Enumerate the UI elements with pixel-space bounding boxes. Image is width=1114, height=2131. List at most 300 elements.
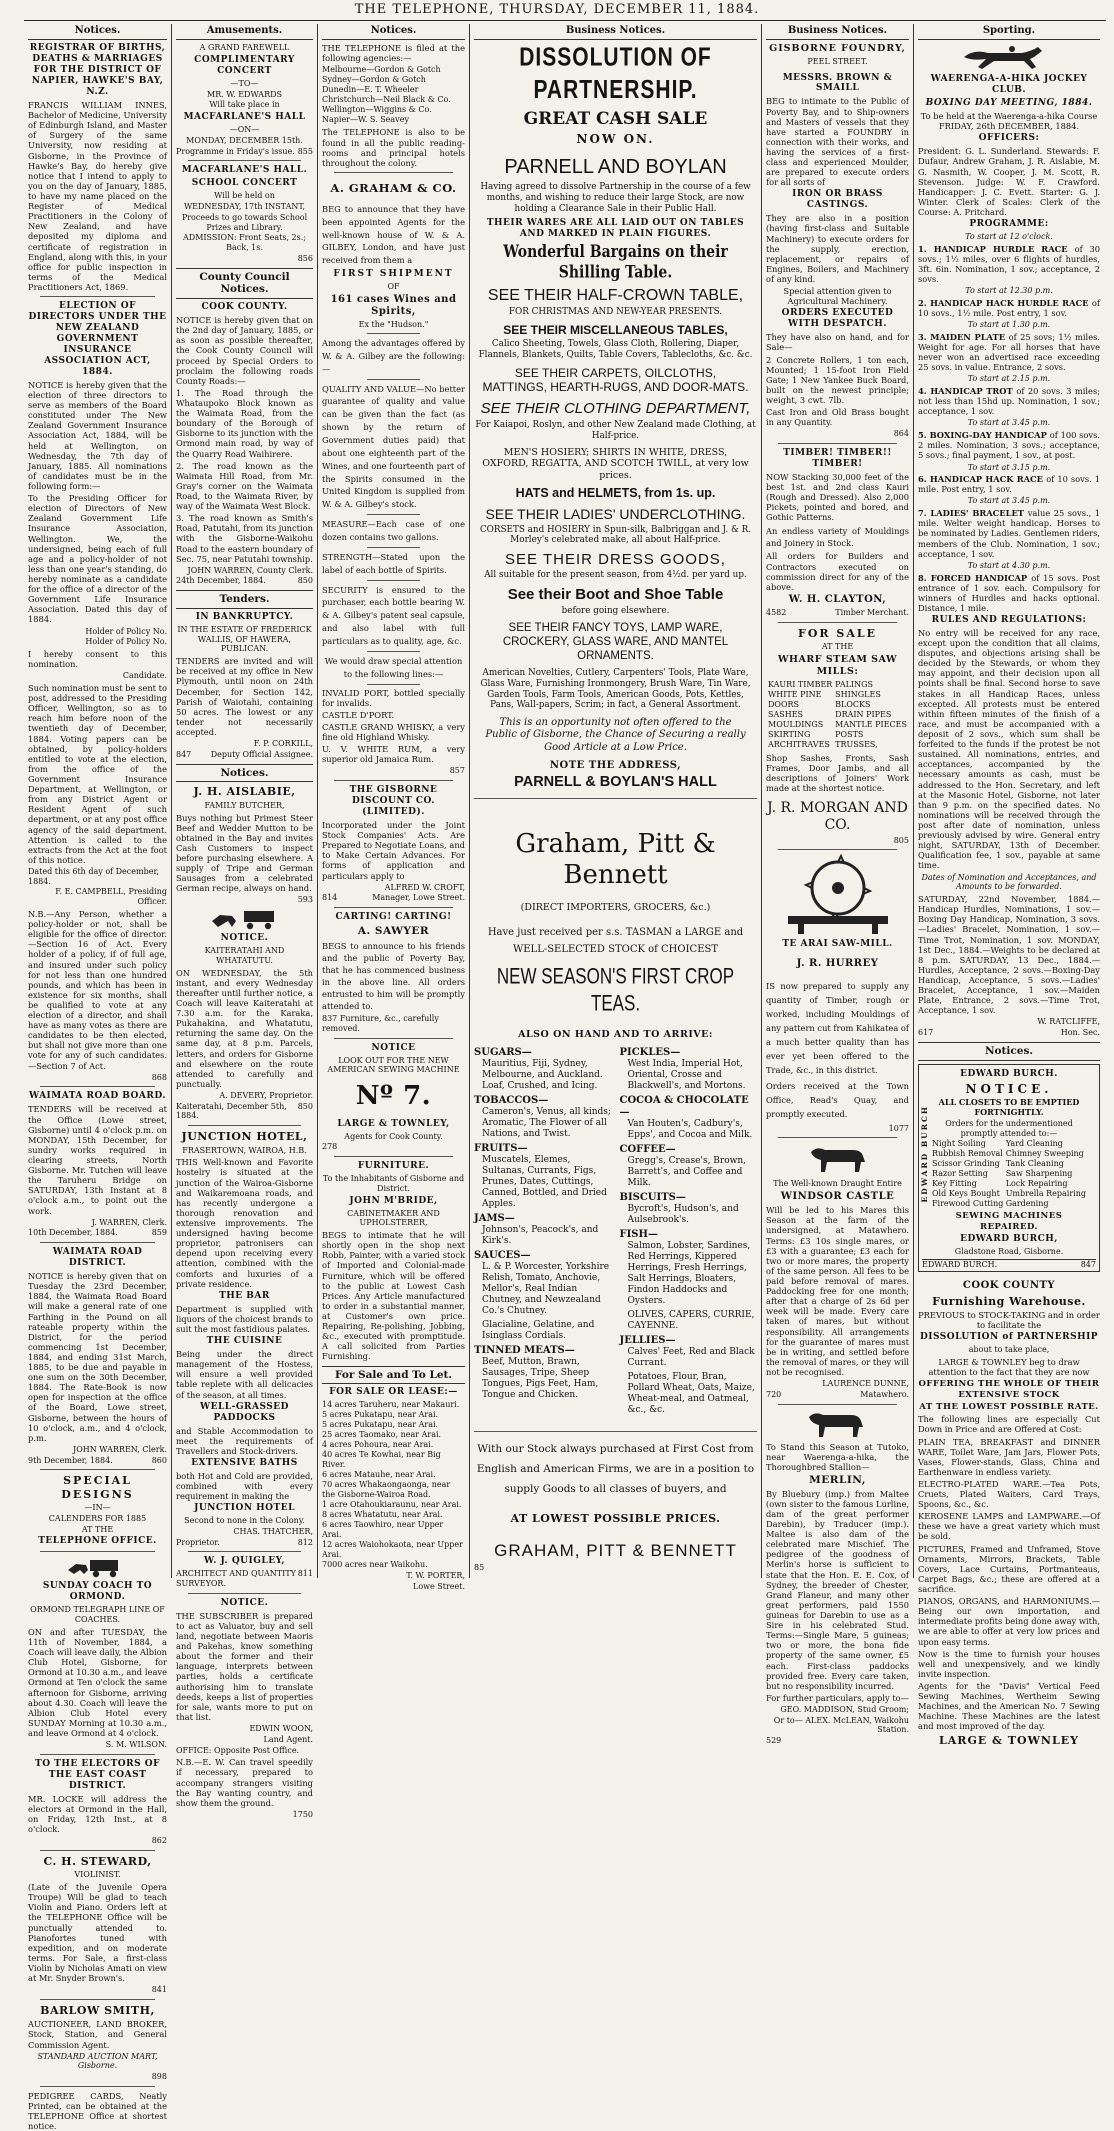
timber-product: SKIRTING (768, 730, 811, 740)
wares-laid-out: THEIR WARES ARE ALL LAID OUT ON TABLES AND MARKED IN PLAIN FIGURES. (486, 218, 745, 240)
ad-number: 814 (322, 893, 338, 903)
electors-heading: TO THE ELECTORS OF THE EAST COAST DISTRICT. (35, 1758, 160, 1791)
race-start: To start at 1.30 p.m. (967, 320, 1051, 330)
for-sale-items: 2 Concrete Rollers, 1 ton each, Mounted; 1 15-foot Iron Field Gate; 1 New Yankee Buck Board, built on the newest principle; weight, 3 cwt. 7lb. (766, 354, 909, 405)
goods-heading: COFFEE— (619, 1144, 676, 1156)
lease-item: 6 acres Matauhe, near Arai. (322, 1470, 436, 1480)
furniture-body: BEGS to intimate that he will shortly open in the shop next Robb, Painter, with a varied stock of Imported and Colonial-made Furniture, which will be offered to the public at Lowest Cash Prices. Any Article manufactured to order in a substantial manner, at Customer's own price. Repairing, Re-polishing, Jobbing, &c., executed with promptitude. A call solicited from Parties Furnishing. (322, 1230, 465, 1362)
signature-title: Timber Merchant. (835, 608, 909, 618)
ad-number: 868 (151, 1072, 167, 1082)
goods-text: Van Houten's, Cadbury's, Epps', and Cocoa and Milk. (627, 1119, 753, 1141)
electors-body: MR. LOCKE will address the electors at Ormond in the Hall, on Friday, 12th Inst., at 8 o'clock. (28, 1793, 167, 1835)
direct-importers: (DIRECT IMPORTERS, GROCERS, &c.) (520, 902, 711, 914)
tea-ware: PLAIN TEA, BREAKFAST and DINNER WARE, Toilet Ware, Jam Jars, Flower Pots, Vases, Flower-stands, Glass, China and Earthenware in endless variety. (918, 1436, 1100, 1477)
burch-service: Key Fitting (932, 1179, 977, 1189)
signature-title: Manager, Lowe Street. (372, 893, 465, 903)
race-start: To start at 4.30 p.m. (967, 560, 1051, 570)
race-entry (918, 430, 1100, 460)
race-terms: of 20 sovs. 3 miles; not less than 15hd up. Nomination, 1 sov.; acceptance, 1 sov. (918, 386, 1101, 417)
timber-product: KAURI TIMBER (768, 680, 833, 690)
section-heading: For Sale and To Let. (322, 1366, 465, 1385)
officers-heading: OFFICERS: (978, 133, 1040, 144)
strength: STRENGTH—Stated upon the label of each bottle of Spirits. (322, 551, 465, 575)
meeting-date: To be held at the Waerenga-a-hika Course FRIDAY, 26th DECEMBER, 1884. (920, 111, 1098, 132)
timber-product: ARCHITRAVES (768, 740, 830, 750)
registrar-body: FRANCIS WILLIAM INNES, Bachelor of Medicine, University of Edinburgh Island, and Master of Surgery of the same University, now residing at Gisborne, in the Province of Hawke's Bay, do hereby give notice that I intend to apply to you on the day of January, 1885, to have my name placed on the Register of Medical Practitioners in the Colony of New Zealand, and have deposited my diploma and certificate of registration in England, along with this, in your office for public inspection in terms of the Medical Practitioners Act, 1869. (28, 100, 167, 292)
burch-top: EDWARD BURCH. (960, 1068, 1058, 1079)
goods-text: Bycroft's, Hudson's, and Aulsebrook's. (627, 1204, 739, 1226)
agency-item: Wellington—Wiggins & Co. (322, 105, 432, 115)
goods-item (620, 1192, 758, 1226)
ad-number: 529 (766, 1736, 782, 1746)
column-notices-1 (24, 24, 172, 2131)
goods-item (620, 1229, 758, 1307)
hats-helmets: HATS and HELMETS, from 1s. up. (515, 486, 716, 501)
goods-item (620, 1144, 758, 1189)
divider (40, 296, 155, 297)
burch-box (918, 1064, 1100, 1273)
divider (188, 160, 301, 161)
foundry-agri: Special attention given to Agricultural Machinery. (783, 286, 892, 307)
hurrey-body: IS now prepared to supply any quantity of Timber, rough or worked, including Mouldings of any pattern cut from Kahikatea of a much better quality than has ever yet been offered to the Trade, &c., in this district. (766, 980, 909, 1076)
kerosene-lamps: KEROSENE LAMPS and LAMPWARE.—Of these we have a great variety which must be sold. (918, 1511, 1100, 1542)
lease-item: 1 acre Otahoukiaraunu, near Arai. (322, 1500, 462, 1510)
goods-column-left (474, 1047, 612, 1420)
holder-line: Holder of Policy No. (85, 626, 167, 636)
junction-hotel-name: JUNCTION HOTEL (194, 1503, 295, 1514)
cut-down: The following lines are especially Cut Down in Price and are Offered at Cost: (918, 1414, 1100, 1435)
ad-number: 4582 (766, 608, 787, 618)
lowest-rate: AT THE LOWEST POSSIBLE RATE. (919, 1401, 1099, 1412)
race-start: To start at 3.45 p.m. (967, 418, 1051, 428)
race-name: 7. LADIES' BRACELET (918, 508, 1028, 519)
election-heading: ELECTION OF DIRECTORS UNDER THE NEW ZEALAND GOVERNMENT INSURANCE ASSOCIATION ACT, 1884. (28, 301, 167, 377)
divider (367, 333, 420, 334)
race-terms: of 30 sovs.; 1½ miles, over 6 flights of hurdles, 3ft. 6in. Nomination, 1 sov.; acceptance, 2 sovs. (918, 243, 1100, 285)
furniture-name: JOHN M'BRIDE, (349, 1195, 438, 1206)
burch-name: EDWARD BURCH, (960, 1233, 1058, 1244)
county-item: 1. The Road through the Whataupoko Block known as the Waimata Road, from the boundary of the Borough of Gisborne to its junction with the Ormond main road, by way of the Quarry Road Waihirere. (176, 387, 313, 459)
boot-shoe-table: See their Boot and Shoe Table (507, 586, 724, 604)
column-business-2 (762, 24, 914, 1746)
auctioneer-heading: BARLOW SMITH, (40, 2003, 155, 2017)
also-on-hand: ALSO ON HAND AND TO ARRIVE: (518, 1029, 713, 1041)
furniture-trade: CABINETMAKER AND UPHOLSTERER, (347, 1208, 440, 1228)
miscellaneous-tables: SEE THEIR MISCELLANEOUS TABLES, (503, 322, 728, 337)
concert-line: MR. W. EDWARDS (207, 89, 282, 99)
baths-body: both Hot and Cold are provided, combined with every requirement in making the (176, 1470, 313, 1502)
timber-product: DRAIN PIPES (835, 710, 892, 720)
designs-at: AT THE (81, 1524, 114, 1534)
dated-line: 10th December, 1884. (28, 1228, 118, 1238)
shilling-table: Wonderful Bargains on their Shilling Table. (503, 242, 728, 283)
goods-list (474, 1047, 757, 1420)
lease-item: 12 acres Waiohokaota, near Upper Arai. (322, 1540, 463, 1560)
agency-item: Dunedin—E. T. Wheeler (322, 85, 419, 95)
election-body: NOTICE is hereby given that the election of three directors to serve as members of the Board constituted under The New Zealand Government Insurance Association Act, 1884, will be held at Wellington, on Wednesday, the 7th day of January, 1885. All nominations of candidates must be in the following form:— (28, 379, 167, 491)
timber-product: PALINGS (835, 680, 873, 690)
rules-body: No entry will be received for any race, except upon the condition that all claims, disputes, and objections arising shall be decided by the Stewards, or whom they may appoint, and their decision upon all points shall be final. Second horse to save stakes in all Handicap Races, unless excepted. All protests must be entered within fifteen minutes of the finish of a race, and must be accompanied with a deposit of 2 sovs., which sum shall be forfeited to the funds if the protest be not sustained. All nominations, entries, and acceptances, accompanied by the necessary amounts as cash, must be addressed to the Hon. Secretary, and left at the Masonic Hotel, Gisborne, not later than 9 p.m. on the specified dates. No nominations will be received through the post after date of nomination, unless previously advised by wire. General entry night, SATURDAY, 13th of December. Qualification fee, 1 sov., payable at same time. (918, 627, 1100, 871)
masthead-rule (24, 20, 1106, 21)
goods-item (620, 1095, 758, 1141)
goods-item (474, 1345, 612, 1401)
goods-text: Beef, Mutton, Brawn, Sausages, Tripe, Sheep Tongues, Pigs Feet, Ham, Tongue and Chicken. (482, 1357, 599, 1401)
burch-service: Firewood Cutting (932, 1199, 1004, 1209)
county-item: 2. The road known as the Waimata Hill Road, from Mr. Gray's corner on the Waimata Road, to the Waimata River, by way of the Waimata West Block. (176, 460, 313, 512)
graham-heading: A. GRAHAM & CO. (330, 180, 457, 195)
bankruptcy-estate: IN THE ESTATE OF FREDERICK WALLIS, OF HAWERA, PUBLICAN. (177, 624, 312, 654)
despatch: ORDERS EXECUTED WITH DESPATCH. (781, 308, 894, 330)
concert-line: Will take place in (209, 100, 280, 110)
lease-item: 4 acres Pohoura, near Arai. (322, 1440, 434, 1450)
signature: LAURENCE DUNNE, (822, 1379, 909, 1389)
signature: JOHN WARREN, Clerk. (73, 1444, 167, 1454)
divider (474, 1431, 757, 1432)
election-form: To the Presiding Officer for election of Directors of New Zealand Government Life Insurance Association, Wellington. We, the undersigned, being each of full age and a policy-holder of not less than one year's standing, do hereby nominate as a candidate for the office of a director of the Government Life Insurance Association. Dated this day of 1884. (28, 493, 167, 625)
ad-number: 1750 (292, 1809, 313, 1819)
race-terms: of 10 sovs. 1 mile. Post entry, 1 sov. (918, 474, 1100, 495)
kaiteratahi-sub: KAITERATAHI AND WHATATUTU. (204, 946, 285, 965)
te-arai: TE ARAI SAW-MILL. (782, 939, 893, 950)
christmas-presents: FOR CHRISTMAS AND NEW-YEAR PRESENTS. (508, 306, 723, 317)
burch-bottom: EDWARD BURCH. (922, 1259, 998, 1269)
designs-heading: SPECIAL DESIGNS (61, 1474, 134, 1501)
divider (40, 1551, 155, 1552)
divider (40, 1754, 155, 1755)
ladies-underclothing: SEE THEIR LADIES' UNDERCLOTHING. (485, 505, 746, 522)
signature: GEO. MADDISON, Stud Groom; (780, 1704, 909, 1714)
invalid-port: INVALID PORT, bottled specially for invalids. (322, 687, 465, 708)
race-terms: of 25 sovs; 1½ miles. Weight for age. For all horses that have never won an advertised race exceeding 25 sovs. in value. Entrance, 2 sovs. (918, 331, 1100, 373)
burch-service: Lock Repairing (1005, 1179, 1068, 1189)
opportunity: This is an opportunity not often offered to the Public of Gisborne, the Chance of Securing a really Good Article at a Low Price. (485, 717, 746, 753)
race-start: To start at 3.45 p.m. (967, 496, 1051, 506)
boxing-day-meeting: BOXING DAY MEETING, 1884. (925, 98, 1093, 109)
goods-text: Potatoes, Flour, Bran, Pollard Wheat, Oats, Maize, Wheat-meal, and Oatmeal, &c., &c. (627, 1372, 755, 1416)
burch-service: Razor Setting (932, 1169, 988, 1179)
violinist-heading: C. H. STEWARD, (43, 1854, 152, 1868)
american-novelties: American Novelties, Cutlery, Carpenters' Tools, Plate Ware, Glass Ware, Furnishing Ironmongery, Brush Ware, Tin Ware, Garden Tools, Farm Tools, American Goods, Pots, Kettles, Pans, Wall-papers, Scrim; in fact, a General Assortment. (480, 668, 751, 711)
signature-title: Deputy Official Assignee. (210, 749, 313, 759)
signature: A. DEVERY, Proprietor. (219, 1090, 313, 1100)
race-entry (918, 508, 1100, 559)
election-nb: N.B.—Any Person, whether a policy-holder or not, shall be eligible for the office of director.—Section 16 of Act. Every holder of a policy, if of full age, and insured under such policy for not less than one hundred pounds, and which has been in existence for six months, shall be qualified to vote at any election of a director, and shall have as many votes as there are candidates to be then elected, but shall not give more than one vote for any of such candidates.—Section 7 of Act. (28, 908, 167, 1071)
lease-item: 8 acres Whatatutu, near Arai. (322, 1510, 443, 1520)
architect-heading: W. J. QUIGLEY, (204, 1556, 285, 1567)
burch-service: Night Soiling (932, 1139, 986, 1149)
lease-item: 14 acres Taruheru, near Makauri. (322, 1400, 460, 1410)
violinist-sub: VIOLINIST. (74, 1870, 121, 1880)
measure: MEASURE—Each case of one dozen contains two gallons. (322, 519, 465, 543)
race-name: 3. MAIDEN PLATE (918, 331, 1009, 342)
race-terms: of 15 sovs. Post entrance of 1 sov. each. Compulsory for winners of Hurdles and hacks optional. Distance, 1 mile. (918, 572, 1100, 613)
timber-product: DOORS (768, 700, 800, 710)
divider (188, 1593, 301, 1594)
goods-text: Salmon, Lobster, Sardines, Red Herrings, Kippered Herrings, Fresh Herrings, Salt Herrings, Bloaters, Findon Haddocks and Oysters. (627, 1241, 751, 1307)
dress-goods-body: All suitable for the present season, from 4½d. per yard up. (484, 570, 747, 581)
goods-text: OLIVES, CAPERS, CURRIE, CAYENNE. (627, 1310, 755, 1332)
goods-heading: SAUCES— (474, 1249, 531, 1261)
kaiteratahi-heading: NOTICE. (220, 933, 269, 944)
burch-notice: NOTICE. (965, 1081, 1053, 1096)
pedigree-cards: PEDIGREE CARDS, Neatly Printed, can be obtained at the TELEPHONE Office at shortest notice. (28, 2090, 167, 2131)
land-agent-heading: NOTICE. (220, 1597, 269, 1608)
ad-number: 864 (893, 429, 909, 439)
burch-service: Umbrella Repairing (1005, 1189, 1086, 1199)
pianos: PIANOS, ORGANS, and HARMONIUMS.—Being our own importation, and intermediate profits being done away with, we are able to offer at very low prices and upon easy terms. (918, 1596, 1100, 1647)
ad-number: 617 (918, 1028, 934, 1038)
divider (40, 2086, 155, 2087)
castings: IRON OR BRASS CASTINGS. (792, 189, 883, 211)
timber-product: POSTS (835, 730, 864, 740)
race-terms: value 25 sovs., 1 mile. Welter weight handicap. Horses to be nominated by Ladies. Gentlemen riders, members of the Club. Nomination, 1 sov.; acceptance, 1 sov. (918, 508, 1100, 559)
signature: JOHN WARREN, County Clerk. (187, 565, 313, 575)
timber-product: SASHES (768, 710, 804, 720)
masthead: THE TELEPHONE, THURSDAY, DECEMBER 11, 1884. (354, 2, 760, 17)
goods-heading: PICKLES— (619, 1046, 681, 1058)
graham-pitt-bennett-heading: Graham, Pitt & Bennett (515, 828, 716, 891)
lease-item: 25 acres Taomako, near Arai. (322, 1430, 442, 1440)
goods-text: L. & P. Worcester, Yorkshire Relish, Tomato, Anchovie, Mellor's, Real Indian Chutney, and Newzealand Co.'s Chutney. (482, 1262, 610, 1317)
paddocks-body: and Stable Accommodation to meet the requirements of Travellers and Stock-drivers. (176, 1425, 313, 1456)
goods-column-right (620, 1047, 758, 1420)
dissolve-body: Having agreed to dissolve Partnership in the course of a few months, and wishing to reduce their large Stock, are now holding a Clearance Sale in their Public Hall. (480, 182, 751, 214)
sewing-number: Nº 7. (355, 1081, 432, 1112)
holder-line: Holder of Policy No. (85, 637, 167, 647)
burch-service: Saw Sharpening (1005, 1169, 1073, 1179)
clothing-body: For Kaiapoi, Roslyn, and other New Zealand made Clothing, at Half-price. (475, 420, 756, 441)
junction-hotel-body: THIS Well-known and Favorite hostelry is situated at the junction of the Wairoa-Gisborne and Waikaremoana roads, and has recently undergone a thorough renovation and extensive improvements. The undersigned having become proprietor, patronisers can depend upon receiving every attention, combined with the comforts and luxuries of a private residence. (176, 1157, 313, 1289)
designs-in: —IN— (84, 1503, 111, 1513)
agencies-intro: THE TELEPHONE is filed at the following agencies:— (322, 43, 465, 64)
county-body: NOTICE is hereby given that on the 2nd day of January, 1885, or as soon as possible thereafter, the Cook County Council will proceed by Special Orders to proclaim the following roads County Roads:— (176, 315, 313, 386)
goods-text: Gregg's, Crease's, Brown, Barrett's, and Coffee and Milk. (627, 1156, 746, 1189)
goods-text: Cameron's, Venus, all kinds; Aromatic, The Flower of all Nations, and Twist. (482, 1106, 611, 1139)
road-board-body: TENDERS will be received at the Office (Lowe street, Gisborne) until 4 o'clock p.m. on MONDAY, 15th December, for sundry works required in clearing streets, North Gisborne. Mr. Tutchen will leave the Taruheru Bridge on SATURDAY, 13th Instant at 8 o'clock a.m., to point out the work. (28, 1104, 167, 1216)
school-concert-title: SCHOOL CONCERT (191, 178, 298, 189)
dated-line: Dated this 6th day of December, 1884. (28, 866, 159, 886)
dissolution: DISSOLUTION of PARTNERSHIP (919, 1332, 1099, 1343)
column-heading: Amusements. (176, 24, 313, 40)
dress-goods: SEE THEIR DRESS GOODS, (505, 551, 726, 569)
mouldings: An endless variety of Mouldings and Joinery in Stock. (766, 525, 909, 548)
goods-item (474, 1213, 612, 1247)
election-rules: Such nomination must be sent to post, addressed to the Presiding Officer, Wellington, so as to reach him before noon of the twentieth day of December, 1884. Voting papers can be obtained, by policy-holders entitled to vote at the election, from the office of the Government Insurance Department, at Wellington, or from any District Agent or Resident Agent of such department, or at any post office agency of the said department. Attention is called to the extracts from the Act at the foot of this notice. (28, 682, 167, 865)
signature: W. RATCLIFFE, (1037, 1017, 1100, 1027)
shipment-cases: 161 cases Wines and Spirits, (330, 293, 457, 318)
sewing-body: LOOK OUT FOR THE NEW AMERICAN SEWING MACHINE (327, 1055, 460, 1075)
divider (367, 651, 420, 652)
race-list (918, 244, 1100, 613)
concert-title: COMPLIMENTARY CONCERT (194, 54, 295, 76)
white-rum: U. V. WHITE RUM, a very superior old Jamaica Rum. (322, 744, 465, 765)
lease-item: 6 acres Taowhiro, near Upper Arai. (322, 1520, 444, 1540)
shipment-of: OF (387, 282, 400, 292)
ad-number: 812 (297, 1537, 313, 1547)
timber-product: MANTLE PIECES (835, 720, 907, 730)
nomination-dates: SATURDAY, 22nd November, 1884.—Handicap Hurdles, Nominations, 1 sov.—Boxing Day Handicap, Nomination, 3 sovs.—Ladies' Bracelet, Nomination, 1 sov.—Time Trot, Nomination, 1 sov. MONDAY, 1st Dec., 1884.—Weights to be declared at 8 p.m. SATURDAY, 13 Dec., 1884.—Hurdles, Acceptance, 2 sovs.—Boxing-Day Handicap, Acceptance, 5 sovs.—Ladies' Bracelet, Acceptance, 1 sov.—Maiden Plate, Entrance, 2 sovs.—Time Trot, Acceptance, 1 sov. (918, 894, 1100, 1016)
dated-line: Kaiteratahi, December 5th, 1884. (176, 1101, 287, 1121)
cast-iron: Cast Iron and Old Brass bought in any Quantity. (766, 407, 909, 428)
timber-product: TRUSSES, (835, 740, 878, 750)
concert-line: —ON— (229, 125, 260, 135)
bankruptcy-body: TENDERS are invited and will be received at my office in New Plymouth, until noon on 24th December, for Section 142, Parish of Waiotahi, containing 50 acres. The lowest or any tender not necessarily accepted. (176, 656, 313, 737)
divider (367, 684, 420, 685)
butcher-sub: FAMILY BUTCHER, (204, 800, 285, 810)
divider (367, 379, 420, 380)
section-heading: Notices. (918, 1042, 1100, 1061)
cuisine-heading: THE CUISINE (206, 1336, 283, 1347)
stock-taking: PREVIOUS to STOCK-TAKING and in order to facilitate the (918, 1310, 1100, 1331)
advantages-intro: Among the advantages offered by W. & A. Gilbey are the following:— (322, 338, 465, 374)
timber-products (768, 680, 907, 750)
section-heading: Notices. (176, 764, 313, 783)
timber-body: NOW Stacking 30,000 feet of the best 1st. and 2nd class Kauri (Rough and Dressed). Also 2,000 Pickets, pointed and bored, and Gothic Patterns. (766, 471, 909, 523)
racehorse-icon (954, 43, 1064, 71)
concert-venue: MACFARLANE'S HALL (183, 112, 306, 123)
now-on: NOW ON. (576, 132, 655, 147)
discount-co-heading: THE GISBORNE DISCOUNT CO. (LIMITED). (349, 785, 438, 818)
timber-product: WHITE PINE (768, 690, 822, 700)
road-district-heading: WAIMATA ROAD DISTRICT. (52, 1247, 143, 1269)
land-agent-body: THE SUBSCRIBER is prepared to act as Valuator, buy and sell land, negotiate between Maoris and Pakehas, know something about the former and their language, interprets between parties, holds a certificate authorising him to translate deeds, keeps a list of properties for sale, wants more to put on that list. (176, 1610, 313, 1722)
divider (334, 907, 453, 908)
burch-side-text: EDWARD BURCH (920, 1104, 929, 1203)
race-entry (918, 573, 1100, 613)
goods-text: Calves' Feet, Red and Black Currant. (627, 1347, 755, 1369)
race-entry (918, 474, 1100, 494)
junction-hotel-tagline: Second to none in the Colony. (184, 1516, 305, 1526)
butcher-heading: J. H. AISLABIE, (193, 785, 296, 799)
rules-heading: RULES AND REGULATIONS: (931, 614, 1087, 625)
signature: F. P. CORKILL, (253, 739, 313, 749)
graham-pitt-bennett-footer: GRAHAM, PITT & BENNETT (494, 1541, 737, 1561)
column-business-main (470, 24, 762, 1578)
ad-number: 720 (766, 1389, 782, 1399)
burch-service: Rubbish Removal (932, 1149, 1003, 1159)
divider (334, 1156, 453, 1157)
race-name: 4. HANDICAP TROT (918, 386, 1017, 397)
morgan: J. R. MORGAN AND CO. (767, 799, 908, 833)
race-terms: of 100 sovs. 2 miles. Nomination, 3 sovs.; acceptance, 5 sovs.; final payment, 1 sov., at post. (918, 430, 1100, 461)
sawmill-icon (778, 854, 898, 936)
just-received: Have just received per s.s. TASMAN a LARGE and WELL-SELECTED STOCK of CHOICEST (487, 926, 744, 955)
column-notices-3 (318, 24, 470, 1592)
carting-tail: 837 Furniture, &c., carefully removed. (322, 1014, 439, 1033)
signature: F. E. CAMPBELL, Presiding Officer. (55, 887, 167, 907)
burch-service: Scissor Grinding (932, 1159, 1000, 1169)
divider (367, 580, 420, 581)
stallion-icon (803, 1409, 873, 1439)
foundry-street: PEEL STREET. (807, 56, 868, 66)
large-townley-attention: LARGE & TOWNLEY beg to draw attention to the fact that they are now (928, 1356, 1090, 1378)
timber-product: SHINGLES (835, 690, 881, 700)
junction-hotel-sub: FRASERTOWN, WAIROA, H.B. (182, 1145, 307, 1155)
column-heading: Business Notices. (766, 24, 909, 40)
goods-item (474, 1320, 612, 1342)
designs-office: TELEPHONE OFFICE. (38, 1536, 157, 1547)
coach-body: ON and after TUESDAY, the 11th of November, 1884, a Coach will leave daily, the Albion Club Hotel, Gisborne, for Ormond at 10.30 a.m., and leave Ormond at Ten o'clock the same afternoon for Gisborne, arriving about 4.30. Coach will leave the Albion Club Hotel every SUNDAY Morning at 10.30 a.m., and leave Ormond at 4 o'clock. (28, 1626, 167, 1738)
burch-services-right (1006, 1139, 1086, 1209)
goods-item (620, 1335, 758, 1369)
signature-title: Matawhero. (860, 1389, 909, 1399)
hall-address: PARNELL & BOYLAN'S HALL (514, 773, 717, 790)
dated-line: 9th December, 1884. (28, 1455, 113, 1465)
lowest-prices: AT LOWEST POSSIBLE PRICES. (510, 1512, 721, 1526)
divider (778, 1404, 897, 1405)
merlin: MERLIN, (809, 1473, 866, 1486)
candidate-line: Candidate. (122, 671, 167, 681)
electro-plated: ELECTRO-PLATED WARE.—Tea Pots, Cruets, Plated Waiters, Card Trays, Spoons, &c., &c. (918, 1478, 1100, 1510)
goods-text: Mauritius, Fiji, Sydney, Melbourne, and Auckland. Loaf, Crushed, and Icing. (482, 1058, 603, 1091)
burch-service: Yard Cleaning (1005, 1139, 1063, 1149)
goods-text: Muscatels, Elemes, Sultanas, Currants, Figs, Prunes, Dates, Cuttings, Canned, Bottled, and Dried Apples. (482, 1155, 607, 1209)
bar-heading: THE BAR (219, 1290, 270, 1301)
fancy-toys: SEE THEIR FANCY TOYS, LAMP WARE, CROCKERY, GLASS WARE, AND MANTEL ORNAMENTS. (502, 622, 729, 663)
goods-heading: COCOA & CHOCOLATE— (619, 1094, 749, 1118)
sewing-heading: NOTICE (371, 1042, 416, 1053)
ad-number: 811 (297, 1569, 313, 1579)
stock-statement: With our Stock always purchased at First Cost from English and American Firms, we are in a position to supply Goods to all classes of buyers, and (476, 1443, 755, 1496)
furnish-now: Now is the time to furnish your houses well and unexpensively, and we kindly invite inspection. (918, 1648, 1100, 1679)
column-heading: Notices. (28, 24, 167, 40)
ad-number: 857 (449, 766, 465, 776)
note-address: NOTE THE ADDRESS, (549, 759, 682, 771)
discount-co-body: Incorporated under the Joint Stock Companies' Acts. Are Prepared to Negotiate Loans, and to Make Certain Advances. For forms of application and particulars apply to (322, 820, 465, 881)
agency-item: Melbourne—Gordon & Gotch (322, 65, 441, 75)
merlin-body: By Bluebury (imp.) from Maltee (own sister to the famous Lurline, dam of the great performer Darebin), by Traducer (imp.). Maltee is also dam of the celebrated mare Mischief. The pedigree of the goodness of Merlin's horse is sufficient to state that the Hon. E. E. Cox, of Sydney, the breeder of Chester, Grand Flaneur, and many other great performers, paid 1550 guineas for Darebin to use as a Sire in his celebrated Stud. Terms:—Single Mare, 5 guineas; two or more, the bona fide property of the same owner, £5 each. First-class paddocks provided free. Every care taken, but no responsibility incurred. (766, 1488, 909, 1691)
agency-item: Napier—W. S. Seavey (322, 115, 409, 125)
ad-number: 856 (297, 253, 313, 263)
signature-title: Hon. Sec. (1060, 1028, 1100, 1038)
graham-body: BEG to announce that they have been appointed Agents for the well-known house of W. & A. GILBEY, London, and have just received from them a (322, 203, 465, 266)
lease-item: 5 acres Pukatapu, near Arai. (322, 1410, 439, 1420)
race-entry (918, 386, 1100, 416)
whole-stock: OFFERING THE WHOLE OF THEIR EXTENSIVE STOCK (918, 1379, 1100, 1400)
race-name: 8. FORCED HANDICAP (918, 572, 1032, 583)
windsor-body: Will be led to his Mares this Season at the farm of the undersigned, at Matawhero. Terms: £3 10s single mares, or £3 with a guarantee; £3 each for two or more mares, the property of the same person. All fees to be paid before removal of mares. Paddocking free for one month; after that a charge of 2s 6d per week will be made. Every care taken of mares, but without responsibility. All arrangements for the guarantee of mares must be in writing, and settled before the removal of mares, or they will not be recognised. (766, 1205, 909, 1377)
first-crop-teas: NEW SEASON'S FIRST CROP TEAS. (496, 963, 735, 1016)
clothing-department: SEE THEIR CLOTHING DEPARTMENT, (480, 399, 751, 417)
column-heading: Notices. (322, 24, 465, 40)
ad-number: 850 (297, 576, 313, 586)
ad-number: 847 (176, 749, 192, 759)
divider (40, 1242, 155, 1243)
butcher-body: Buys nothing but Primest Steer Beef and Wedder Mutton to be obtained in the Bay and invites Cash Customers to inspect before purchasing elsewhere. A supply of Tripe and German Sausages from a celebrated German recipe, always on hand. (176, 812, 313, 894)
foundry-machinery: They are also in a position (having first-class and Suitable Machinery) to execute orders for the supply, erection, replacement, or repairs of Engines, Boilers, and Machinery of any kind. (766, 213, 909, 285)
hurrey: J. R. HURREY (796, 958, 879, 970)
for-sale-heading: FOR SALE (798, 626, 877, 640)
goods-text: West India, Imperial Hot, Oriental, Crosse and Blackwell's, and Mortons. (627, 1058, 746, 1091)
first-shipment: FIRST SHIPMENT (333, 269, 454, 280)
goods-item (474, 1095, 612, 1140)
security: SECURITY is ensured to the purchaser, each bottle bearing W. & A. Gilbey's patent seal capsule, and also label with full particulars as to quality, age, &c. (322, 584, 465, 647)
divider (40, 1469, 155, 1470)
race-name: 5. BOXING-DAY HANDICAP (918, 430, 1050, 441)
programme-heading: PROGRAMME: (969, 219, 1049, 230)
coach-heading: SUNDAY COACH TO ORMOND. (42, 1581, 153, 1603)
goods-text: Glacialine, Gelatine, and Isinglass Cordials. (482, 1320, 595, 1341)
windsor-intro: The Well-known Draught Entire (773, 1179, 902, 1189)
land-agent-nb: N.B.—E. W. Can travel speedily if necessary, prepared to accompany strangers visiting the Bay wanting country, and show them the ground. (176, 1757, 313, 1808)
race-start: To start at 2.15 p.m. (967, 374, 1051, 384)
foundry-body: BEG to intimate to the Public of Poverty Bay, and to Ship-owners and Masters of vessels that they have started a FOUNDRY in connection with their works, and having the services of a first-class and experienced Moulder, are prepared to execute orders for all sorts of (766, 96, 909, 188)
goods-item (474, 1143, 612, 1210)
lease-item: 7000 acres near Waikohu. (322, 1560, 428, 1570)
race-terms: of 10 sovs., 1½ mile. Post entry, 1 sov. (918, 297, 1100, 319)
goods-heading: JAMS— (474, 1212, 515, 1224)
quality-value: QUALITY AND VALUE—No better guarantee of quality and value can be given than the fact (as shown by the return of Government duties paid) that about one eighteenth part of the Wines, and one fourteenth part of the Spirits consumed in the United Kingdom is supplied from W. & A. Gilbey's stock. (322, 383, 465, 510)
